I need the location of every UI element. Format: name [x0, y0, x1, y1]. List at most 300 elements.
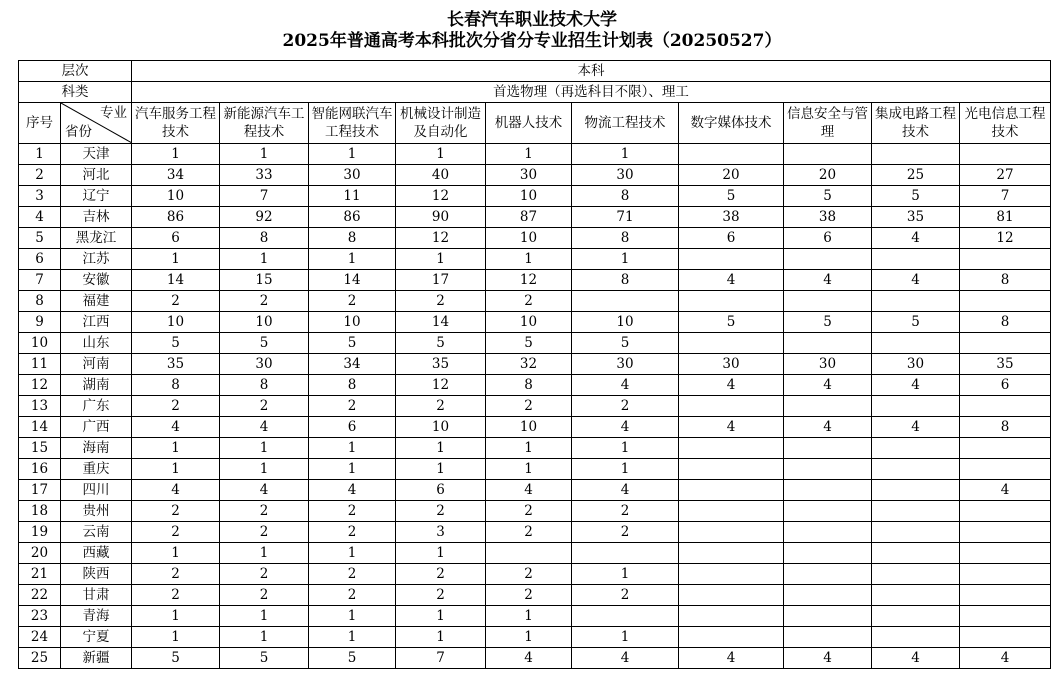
quota-cell: 1: [396, 438, 486, 459]
quota-cell: 8: [960, 417, 1051, 438]
table-row: [19, 354, 1051, 375]
quota-cell: 10: [486, 312, 572, 333]
quota-cell: 10: [486, 186, 572, 207]
level-label: 层次: [19, 61, 132, 82]
quota-cell: [784, 291, 872, 312]
province-cell: 西藏: [61, 543, 132, 564]
table-row: [19, 417, 1051, 438]
quota-cell: 34: [132, 165, 220, 186]
quota-cell: 2: [309, 522, 396, 543]
quota-cell: 1: [396, 144, 486, 165]
quota-cell: 35: [872, 207, 960, 228]
quota-cell: 86: [132, 207, 220, 228]
quota-cell: [960, 438, 1051, 459]
province-cell: 陕西: [61, 564, 132, 585]
table-row: [19, 543, 1051, 564]
quota-cell: 2: [132, 291, 220, 312]
quota-cell: 4: [486, 648, 572, 669]
quota-cell: 2: [486, 291, 572, 312]
quota-cell: 4: [872, 375, 960, 396]
quota-cell: [960, 522, 1051, 543]
quota-cell: 4: [784, 375, 872, 396]
quota-cell: 25: [872, 165, 960, 186]
quota-cell: 2: [486, 396, 572, 417]
quota-cell: 8: [572, 186, 679, 207]
major-header-cell: 机器人技术: [486, 103, 572, 144]
seq-cell: 7: [19, 270, 61, 291]
quota-cell: 1: [486, 438, 572, 459]
quota-cell: 4: [784, 648, 872, 669]
quota-cell: 6: [960, 375, 1051, 396]
quota-cell: 1: [572, 627, 679, 648]
quota-cell: 5: [220, 648, 309, 669]
level-row: [19, 61, 1051, 82]
province-cell: 河北: [61, 165, 132, 186]
quota-cell: 1: [486, 606, 572, 627]
province-cell: 辽宁: [61, 186, 132, 207]
quota-cell: 20: [679, 165, 784, 186]
quota-cell: 2: [396, 501, 486, 522]
province-cell: 贵州: [61, 501, 132, 522]
quota-cell: 12: [396, 228, 486, 249]
quota-cell: 38: [784, 207, 872, 228]
table-row: [19, 207, 1051, 228]
quota-cell: 1: [309, 144, 396, 165]
quota-cell: 15: [220, 270, 309, 291]
quota-cell: 1: [220, 459, 309, 480]
table-row: [19, 648, 1051, 669]
quota-cell: 1: [132, 144, 220, 165]
quota-cell: 4: [784, 270, 872, 291]
quota-cell: [960, 291, 1051, 312]
quota-cell: 1: [572, 438, 679, 459]
quota-cell: 2: [132, 501, 220, 522]
quota-cell: [784, 627, 872, 648]
quota-cell: 2: [396, 585, 486, 606]
quota-cell: [872, 522, 960, 543]
province-cell: 福建: [61, 291, 132, 312]
quota-cell: 2: [572, 396, 679, 417]
enrollment-plan-table: [18, 60, 1051, 669]
quota-cell: 14: [309, 270, 396, 291]
quota-cell: [679, 333, 784, 354]
quota-cell: 6: [396, 480, 486, 501]
quota-cell: [679, 291, 784, 312]
table-row: [19, 312, 1051, 333]
seq-cell: 22: [19, 585, 61, 606]
table-row: [19, 228, 1051, 249]
quota-cell: 35: [960, 354, 1051, 375]
province-cell: 江西: [61, 312, 132, 333]
quota-cell: 1: [132, 249, 220, 270]
quota-cell: 6: [309, 417, 396, 438]
quota-cell: 2: [220, 396, 309, 417]
table-row: [19, 564, 1051, 585]
table-row: [19, 186, 1051, 207]
major-header-cell: 物流工程技术: [572, 103, 679, 144]
table-row: [19, 627, 1051, 648]
quota-cell: 1: [309, 459, 396, 480]
seq-cell: 3: [19, 186, 61, 207]
quota-cell: 2: [132, 585, 220, 606]
quota-cell: 30: [872, 354, 960, 375]
quota-cell: 8: [132, 375, 220, 396]
seq-cell: 11: [19, 354, 61, 375]
quota-cell: 4: [572, 417, 679, 438]
quota-cell: [679, 396, 784, 417]
table-row: [19, 501, 1051, 522]
quota-cell: [679, 543, 784, 564]
quota-cell: 10: [220, 312, 309, 333]
quota-cell: [679, 522, 784, 543]
quota-cell: 4: [132, 480, 220, 501]
quota-cell: 12: [486, 270, 572, 291]
quota-cell: 90: [396, 207, 486, 228]
quota-cell: 8: [960, 312, 1051, 333]
quota-cell: [960, 564, 1051, 585]
quota-cell: 2: [486, 501, 572, 522]
major-header-cell: 新能源汽车工程技术: [220, 103, 309, 144]
quota-cell: 40: [396, 165, 486, 186]
major-header-cell: 信息安全与管理: [784, 103, 872, 144]
table-row: [19, 144, 1051, 165]
table-row: [19, 438, 1051, 459]
quota-cell: 2: [220, 585, 309, 606]
quota-cell: 11: [309, 186, 396, 207]
seq-cell: 10: [19, 333, 61, 354]
quota-cell: 1: [396, 249, 486, 270]
quota-cell: [960, 249, 1051, 270]
quota-cell: [784, 564, 872, 585]
quota-cell: 30: [679, 354, 784, 375]
quota-cell: 2: [572, 501, 679, 522]
seq-cell: 9: [19, 312, 61, 333]
seq-cell: 24: [19, 627, 61, 648]
quota-cell: [679, 480, 784, 501]
quota-cell: 1: [309, 249, 396, 270]
quota-cell: 30: [572, 165, 679, 186]
quota-cell: 4: [960, 480, 1051, 501]
quota-cell: 1: [132, 627, 220, 648]
quota-cell: 35: [132, 354, 220, 375]
quota-cell: 1: [132, 543, 220, 564]
table-row: [19, 270, 1051, 291]
quota-cell: 5: [486, 333, 572, 354]
quota-cell: 6: [784, 228, 872, 249]
quota-cell: 1: [132, 459, 220, 480]
quota-cell: 2: [486, 564, 572, 585]
quota-cell: [960, 333, 1051, 354]
quota-cell: 10: [309, 312, 396, 333]
seq-cell: 20: [19, 543, 61, 564]
quota-cell: 2: [572, 585, 679, 606]
province-cell: 广西: [61, 417, 132, 438]
major-header-row: [19, 103, 1051, 144]
province-cell: 云南: [61, 522, 132, 543]
quota-cell: 8: [309, 375, 396, 396]
table-row: [19, 606, 1051, 627]
seq-cell: 16: [19, 459, 61, 480]
province-cell: 江苏: [61, 249, 132, 270]
quota-cell: [784, 585, 872, 606]
province-cell: 河南: [61, 354, 132, 375]
quota-cell: 7: [960, 186, 1051, 207]
quota-cell: [872, 627, 960, 648]
quota-cell: 4: [872, 417, 960, 438]
quota-cell: 4: [679, 270, 784, 291]
quota-cell: 5: [309, 648, 396, 669]
table-row: [19, 291, 1051, 312]
quota-cell: 4: [679, 417, 784, 438]
quota-cell: 1: [220, 627, 309, 648]
quota-cell: 8: [572, 270, 679, 291]
quota-cell: 2: [396, 291, 486, 312]
seq-header: 序号: [19, 103, 61, 144]
quota-cell: [872, 564, 960, 585]
quota-cell: [784, 480, 872, 501]
quota-cell: 2: [396, 564, 486, 585]
quota-cell: [872, 585, 960, 606]
quota-cell: 1: [132, 438, 220, 459]
quota-cell: 5: [679, 186, 784, 207]
seq-cell: 4: [19, 207, 61, 228]
quota-cell: [872, 501, 960, 522]
quota-cell: [960, 543, 1051, 564]
seq-cell: 19: [19, 522, 61, 543]
quota-cell: 27: [960, 165, 1051, 186]
quota-cell: 1: [572, 564, 679, 585]
quota-cell: 4: [220, 417, 309, 438]
quota-cell: 14: [396, 312, 486, 333]
seq-cell: 14: [19, 417, 61, 438]
quota-cell: [784, 459, 872, 480]
quota-cell: 2: [486, 522, 572, 543]
province-cell: 广东: [61, 396, 132, 417]
quota-cell: [679, 501, 784, 522]
quota-cell: [679, 438, 784, 459]
quota-cell: 2: [220, 564, 309, 585]
quota-cell: 4: [572, 480, 679, 501]
quota-cell: [872, 438, 960, 459]
category-row: [19, 82, 1051, 103]
quota-cell: 2: [309, 396, 396, 417]
quota-cell: 5: [309, 333, 396, 354]
quota-cell: [679, 564, 784, 585]
province-cell: 四川: [61, 480, 132, 501]
quota-cell: 4: [784, 417, 872, 438]
quota-cell: [872, 396, 960, 417]
quota-cell: 5: [396, 333, 486, 354]
quota-cell: 1: [396, 627, 486, 648]
quota-cell: [960, 606, 1051, 627]
quota-cell: 1: [220, 144, 309, 165]
quota-cell: [784, 396, 872, 417]
level-value: 本科: [132, 61, 1051, 82]
quota-cell: 2: [132, 564, 220, 585]
quota-cell: 10: [486, 228, 572, 249]
quota-cell: [784, 543, 872, 564]
quota-cell: 1: [396, 459, 486, 480]
quota-cell: 1: [572, 459, 679, 480]
quota-cell: 81: [960, 207, 1051, 228]
table-row: [19, 375, 1051, 396]
quota-cell: 10: [396, 417, 486, 438]
quota-cell: [784, 249, 872, 270]
quota-cell: 1: [486, 627, 572, 648]
major-header-cell: 数字媒体技术: [679, 103, 784, 144]
quota-cell: [679, 606, 784, 627]
quota-cell: [679, 459, 784, 480]
category-label: 科类: [19, 82, 132, 103]
province-axis-label: 省份: [65, 124, 92, 140]
quota-cell: [679, 627, 784, 648]
quota-cell: 8: [220, 228, 309, 249]
seq-cell: 21: [19, 564, 61, 585]
seq-cell: 15: [19, 438, 61, 459]
quota-cell: 30: [486, 165, 572, 186]
quota-cell: 4: [872, 228, 960, 249]
quota-cell: [872, 144, 960, 165]
quota-cell: 6: [679, 228, 784, 249]
major-axis-label: 专业: [100, 105, 127, 121]
quota-cell: 8: [486, 375, 572, 396]
quota-cell: 5: [679, 312, 784, 333]
quota-cell: [784, 501, 872, 522]
quota-cell: 1: [486, 144, 572, 165]
quota-cell: 12: [396, 375, 486, 396]
quota-cell: 71: [572, 207, 679, 228]
document-title: 长春汽车职业技术大学: [447, 10, 617, 30]
quota-cell: 5: [872, 312, 960, 333]
quota-cell: 30: [309, 165, 396, 186]
quota-cell: [872, 291, 960, 312]
quota-cell: 7: [396, 648, 486, 669]
quota-cell: [679, 144, 784, 165]
quota-cell: 2: [486, 585, 572, 606]
quota-cell: 5: [132, 648, 220, 669]
quota-cell: 4: [486, 480, 572, 501]
quota-cell: 38: [679, 207, 784, 228]
quota-cell: 1: [132, 606, 220, 627]
table-row: [19, 585, 1051, 606]
quota-cell: 7: [220, 186, 309, 207]
quota-cell: 1: [396, 606, 486, 627]
quota-cell: 2: [220, 501, 309, 522]
quota-cell: 86: [309, 207, 396, 228]
province-cell: 安徽: [61, 270, 132, 291]
quota-cell: 1: [309, 543, 396, 564]
quota-cell: 1: [396, 543, 486, 564]
quota-cell: 1: [572, 249, 679, 270]
quota-cell: 4: [872, 270, 960, 291]
quota-cell: [572, 291, 679, 312]
quota-cell: 87: [486, 207, 572, 228]
major-header-cell: 集成电路工程技术: [872, 103, 960, 144]
quota-cell: 1: [486, 249, 572, 270]
quota-cell: 1: [309, 438, 396, 459]
quota-cell: 2: [309, 564, 396, 585]
quota-cell: 1: [220, 606, 309, 627]
table-row: [19, 165, 1051, 186]
seq-cell: 5: [19, 228, 61, 249]
table-row: [19, 480, 1051, 501]
quota-cell: 10: [132, 312, 220, 333]
quota-cell: [960, 144, 1051, 165]
quota-cell: 5: [572, 333, 679, 354]
province-cell: 新疆: [61, 648, 132, 669]
quota-cell: 33: [220, 165, 309, 186]
quota-cell: 2: [220, 291, 309, 312]
province-cell: 重庆: [61, 459, 132, 480]
major-header-cell: 智能网联汽车工程技术: [309, 103, 396, 144]
quota-cell: 1: [309, 606, 396, 627]
quota-cell: [872, 459, 960, 480]
table-row: [19, 396, 1051, 417]
quota-cell: 8: [220, 375, 309, 396]
quota-cell: 2: [220, 522, 309, 543]
table-row: [19, 249, 1051, 270]
quota-cell: 30: [784, 354, 872, 375]
quota-cell: [486, 543, 572, 564]
seq-cell: 13: [19, 396, 61, 417]
seq-cell: 2: [19, 165, 61, 186]
major-header-cell: 汽车服务工程技术: [132, 103, 220, 144]
province-cell: 甘肃: [61, 585, 132, 606]
major-province-corner-cell: [61, 103, 132, 144]
quota-cell: 2: [309, 585, 396, 606]
seq-cell: 1: [19, 144, 61, 165]
province-cell: 宁夏: [61, 627, 132, 648]
quota-cell: 5: [784, 186, 872, 207]
quota-cell: 5: [220, 333, 309, 354]
quota-cell: 92: [220, 207, 309, 228]
quota-cell: 30: [572, 354, 679, 375]
quota-cell: 4: [679, 648, 784, 669]
quota-cell: 12: [396, 186, 486, 207]
table-row: [19, 459, 1051, 480]
quota-cell: 2: [572, 522, 679, 543]
quota-cell: 12: [960, 228, 1051, 249]
quota-cell: 4: [572, 375, 679, 396]
province-cell: 山东: [61, 333, 132, 354]
quota-cell: [872, 606, 960, 627]
quota-cell: 10: [572, 312, 679, 333]
quota-cell: [960, 627, 1051, 648]
major-header-cell: 机械设计制造及自动化: [396, 103, 486, 144]
quota-cell: 6: [132, 228, 220, 249]
quota-cell: [784, 144, 872, 165]
quota-cell: 4: [679, 375, 784, 396]
quota-cell: 8: [309, 228, 396, 249]
quota-cell: [679, 585, 784, 606]
quota-cell: 5: [872, 186, 960, 207]
quota-cell: [784, 606, 872, 627]
quota-cell: 2: [396, 396, 486, 417]
quota-cell: [784, 438, 872, 459]
quota-cell: 4: [872, 648, 960, 669]
quota-cell: 5: [784, 312, 872, 333]
quota-cell: 1: [572, 144, 679, 165]
quota-cell: 1: [486, 459, 572, 480]
category-value: 首选物理（再选科目不限）、理工: [132, 82, 1051, 103]
quota-cell: 2: [309, 291, 396, 312]
province-cell: 天津: [61, 144, 132, 165]
quota-cell: 10: [132, 186, 220, 207]
quota-cell: [872, 480, 960, 501]
quota-cell: [784, 333, 872, 354]
quota-cell: [960, 501, 1051, 522]
province-cell: 湖南: [61, 375, 132, 396]
